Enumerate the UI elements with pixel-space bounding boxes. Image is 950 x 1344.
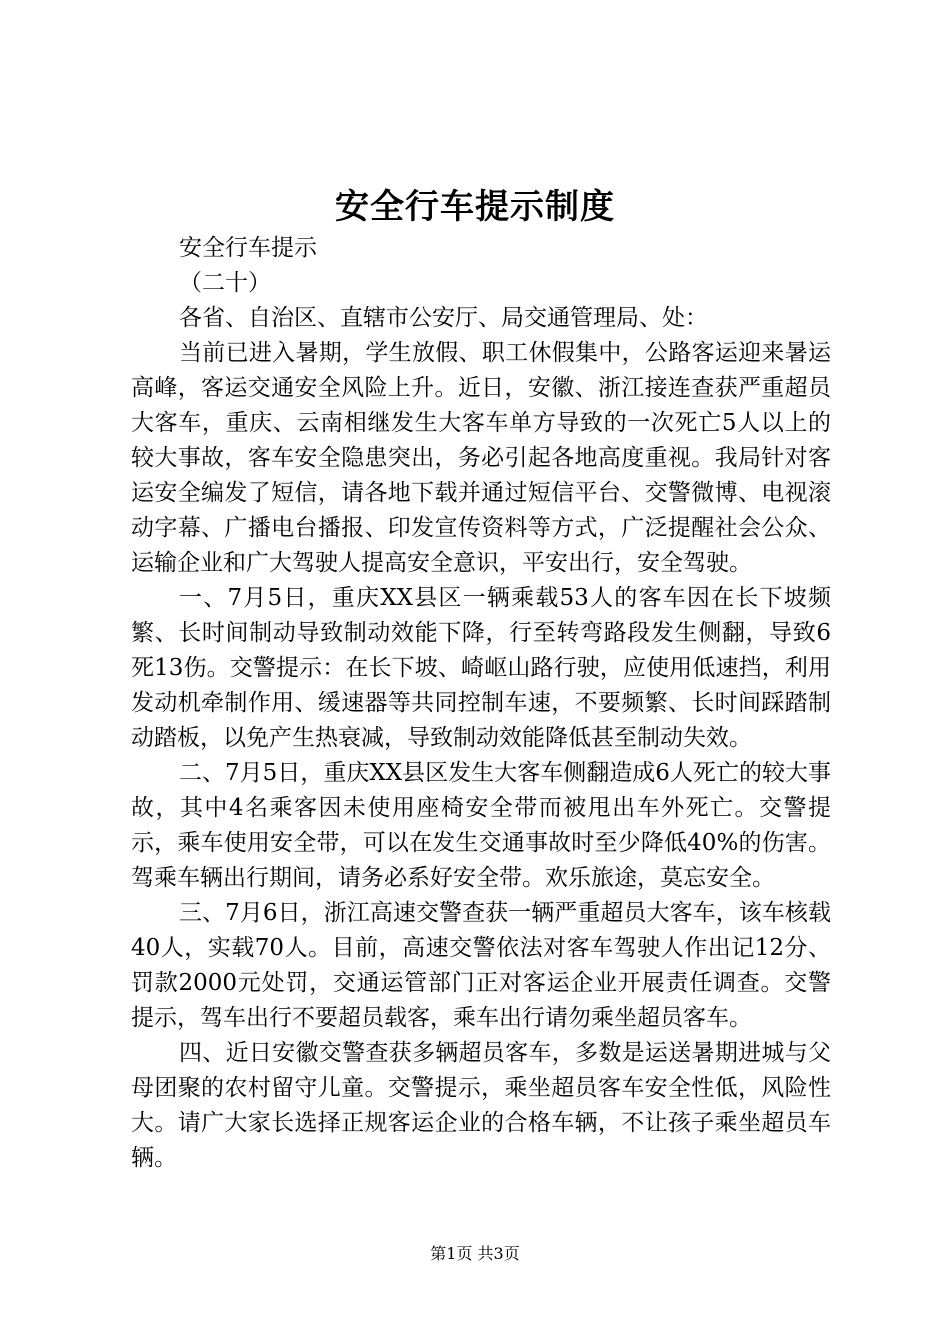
- salutation: 各省、自治区、直辖市公安厅、局交通管理局、处：: [179, 305, 708, 331]
- paragraph-item-1: 一、7月5日，重庆XX县区一辆乘载53人的客车因在长下坡频繁、长时间制动导致制动效能下降，行至转弯路段发生侧翻，导致6死13伤。交警提示：在长下坡、崎岖山路行驶，应使用低速挡，利用发动机牵制作用、缓速器等共同控制车速，不要频繁、长时间踩踏制动踏板，以免产生热衰减，导致制动效能降低甚至制动失效。: [131, 585, 831, 751]
- document-body: [131, 231, 831, 1176]
- paragraph-item-3: 三、7月6日，浙江高速交警查获一辆严重超员大客车，该车核载40人，实载70人。目前，高速交警依法对客车驾驶人作出记12分、罚款2000元处罚，交通运管部门正对客运企业开展责任调查。交警提示，驾车出行不要超员载客，乘车出行请勿乘坐超员客车。: [131, 900, 831, 1031]
- issue-number: （二十）: [179, 270, 271, 296]
- paragraph-item-4: 四、近日安徽交警查获多辆超员客车，多数是运送暑期进城与父母团聚的农村留守儿童。交警提示，乘坐超员客车安全性低，风险性大。请广大家长选择正规客运企业的合格车辆，不让孩子乘坐超员车辆。: [131, 1040, 831, 1171]
- paragraph-intro: 当前已进入暑期，学生放假、职工休假集中，公路客运迎来暑运高峰，客运交通安全风险上升。近日，安徽、浙江接连查获严重超员大客车，重庆、云南相继发生大客车单方导致的一次死亡5人以上的较大事故，客车安全隐患突出，务必引起各地高度重视。我局针对客运安全编发了短信，请各地下载并通过短信平台、交警微博、电视滚动字幕、广播电台播报、印发宣传资料等方式，广泛提醒社会公众、运输企业和广大驾驶人提高安全意识，平安出行，安全驾驶。: [131, 340, 831, 576]
- document-title: 安全行车提示制度: [335, 187, 615, 227]
- paragraph-item-2: 二、7月5日，重庆XX县区发生大客车侧翻造成6人死亡的较大事故，其中4名乘客因未使用座椅安全带而被甩出车外死亡。交警提示，乘车使用安全带，可以在发生交通事故时至少降低40%的伤害。驾乘车辆出行期间，请务必系好安全带。欢乐旅途，莫忘安全。: [131, 760, 831, 891]
- page-footer: 第1页 共3页: [430, 1244, 520, 1263]
- section-heading: 安全行车提示: [179, 235, 317, 261]
